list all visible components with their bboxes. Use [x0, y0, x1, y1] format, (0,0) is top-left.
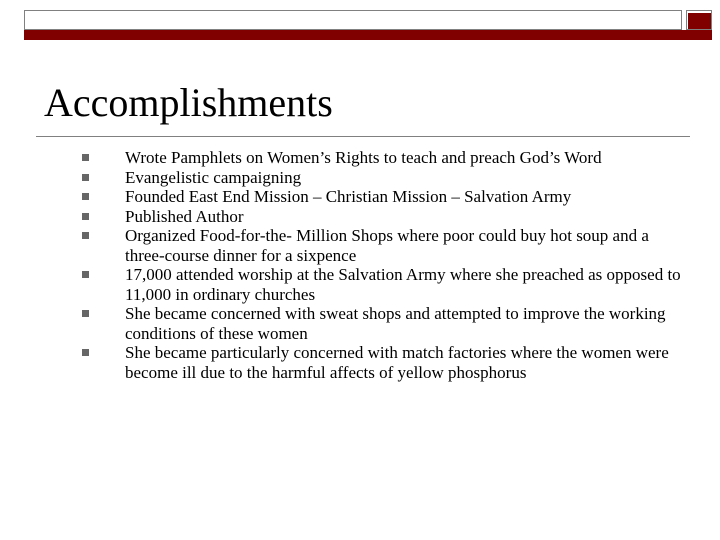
bullet-text: Wrote Pamphlets on Women’s Rights to teach and preach God’s Word	[125, 148, 602, 167]
bullet-item	[82, 187, 682, 207]
square-bullet-icon	[82, 174, 89, 181]
bullet-text: Organized Food-for-the- Million Shops where poor could buy hot soup and a three-course dinner for a sixpence	[125, 226, 649, 265]
bullet-text: 17,000 attended worship at the Salvation Army where she preached as opposed to 11,000 in ordinary churches	[125, 265, 681, 304]
bullet-item	[82, 265, 682, 304]
header-corner-outline	[686, 10, 712, 30]
slide-title: Accomplishments	[44, 80, 333, 125]
bullet-text: Founded East End Mission – Christian Mission – Salvation Army	[125, 187, 572, 206]
bullet-text: She became particularly concerned with match factories where the women were become ill due to the harmful affects of yellow phosphorus	[125, 343, 669, 382]
square-bullet-icon	[82, 193, 89, 200]
bullet-item	[82, 207, 682, 227]
bullet-item	[82, 304, 682, 343]
square-bullet-icon	[82, 310, 89, 317]
header-accent-bar	[24, 30, 712, 40]
square-bullet-icon	[82, 213, 89, 220]
bullet-text: She became concerned with sweat shops and attempted to improve the working conditions of these women	[125, 304, 666, 343]
bullet-text: Evangelistic campaigning	[125, 167, 302, 187]
header-decoration	[0, 0, 720, 44]
square-bullet-icon	[82, 154, 89, 161]
title-divider	[36, 136, 690, 137]
bullet-item	[82, 148, 682, 168]
square-bullet-icon	[82, 349, 89, 356]
square-bullet-icon	[82, 232, 89, 239]
square-bullet-icon	[82, 271, 89, 278]
bullet-item	[82, 168, 682, 188]
bullet-text: Published Author	[125, 206, 244, 226]
header-outline-bar	[24, 10, 682, 30]
bullet-list	[82, 148, 682, 382]
bullet-item	[82, 343, 682, 382]
bullet-item	[82, 226, 682, 265]
